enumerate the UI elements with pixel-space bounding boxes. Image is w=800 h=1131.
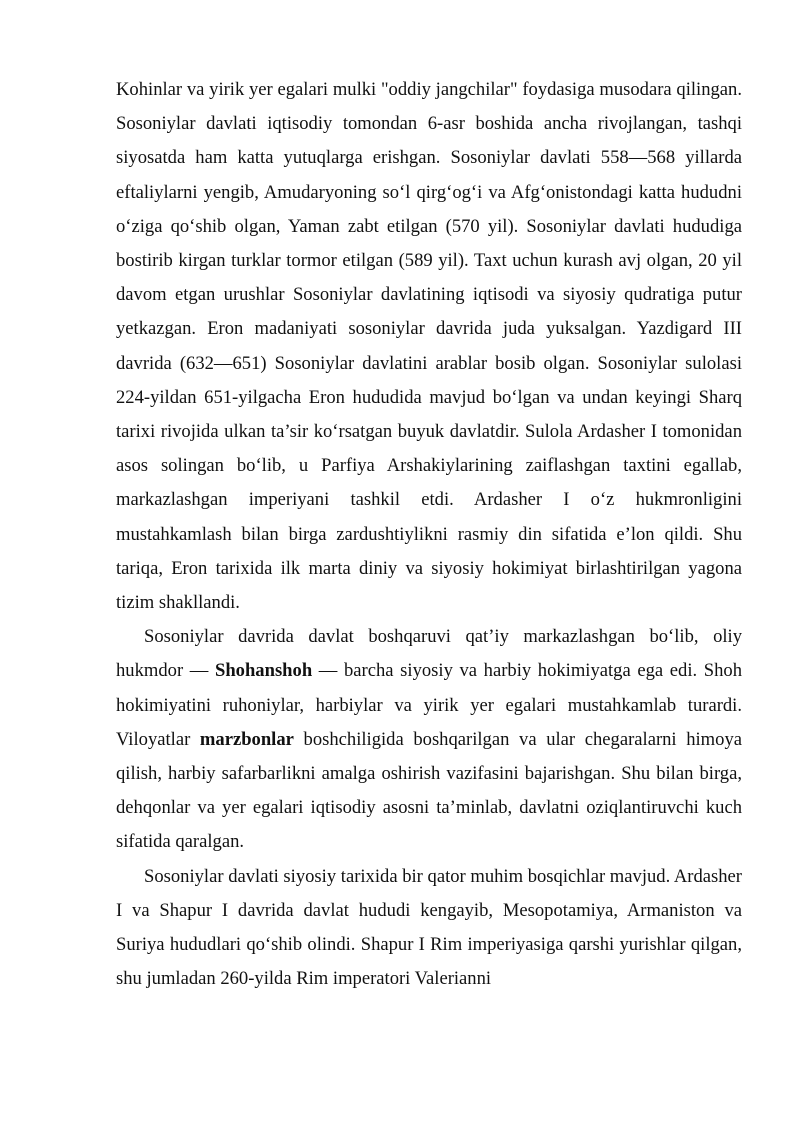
- paragraph-governance: [116, 620, 742, 859]
- paragraph-continuation: Kohinlar va yirik yer egalari mulki "oddiy jangchilar" foydasiga musodara qilingan. Sosoniylar davlati iqtisodiy tomondan 6-asr boshida ancha rivojlangan, tashqi siyosatda ham katta yutuqlarga erishgan. Sosoniylar davlati 558—568 yillarda eftaliylarni yengib, Amudaryoning so‘l qirg‘og‘i va Afg‘onistondagi katta hududni o‘ziga qo‘shib olgan, Yaman zabt etilgan (570 yil). Sosoniylar davlati hududiga bostirib kirgan turklar tormor etilgan (589 yil). Taxt uchun kurash avj olgan, 20 yil davom etgan urushlar Sosoniylar davlatining iqtisodi va siyosiy qudratiga putur yetkazgan. Eron madaniyati sosoniylar davrida juda yuksalgan. Yazdigard III davrida (632—651) Sosoniylar davlatini arablar bosib olgan. Sosoniylar sulolasi 224-yildan 651-yilgacha Eron hududida mavjud bo‘lgan va undan keyingi Sharq tarixi rivojida ulkan ta’sir ko‘rsatgan buyuk davlatdir. Sulola Ardasher I tomonidan asos solingan bo‘lib, u Parfiya Arshakiylarining zaiflashgan taxtini egallab, markazlashgan imperiyani tashkil etdi. Ardasher I o‘z hukmronligini mustahkamlash bilan birga zardushtiylikni rasmiy din sifatida e’lon qildi. Shu tariqa, Eron tarixida ilk marta diniy va siyosiy hokimiyat birlashtirilgan yagona tizim shakllandi.: [116, 79, 742, 614]
- bold-term-marzbonlar: marzbonlar: [199, 728, 294, 750]
- paragraph-text: boshchiligida boshqarilgan va ular chegaralarni himoya qilish, harbiy safarbarlikni amalga oshirish vazifasini bajarishgan. Shu bilan birga, dehqonlar va yer egalari iqtisodiy asosni ta’minlab, davlatni oziqlantiruvchi kuch sifatida qaralgan.: [116, 728, 742, 853]
- bold-term-shohanshoh: Shohanshoh: [214, 660, 313, 682]
- document-page: [116, 73, 742, 996]
- paragraph-text: Sosoniylar davrida davlat boshqaruvi qat’iy markazlashgan bo‘lib, oliy hukmdor —: [116, 626, 742, 682]
- paragraph-political-history: Sosoniylar davlati siyosiy tarixida bir qator muhim bosqichlar mavjud. Ardasher I va Shapur I davrida davlat hududi kengayib, Mesopotamiya, Armaniston va Suriya hududlari qo‘shib olindi. Shapur I Rim imperiyasiga qarshi yurishlar qilgan, shu jumladan 260-yilda Rim imperatori Valerianni: [116, 865, 742, 990]
- paragraph-text: — barcha siyosiy va harbiy hokimiyatga ega edi. Shoh hokimiyatini ruhoniylar, harbiylar va yirik yer egalari mustahkamlab turardi. Viloyatlar: [116, 660, 742, 750]
